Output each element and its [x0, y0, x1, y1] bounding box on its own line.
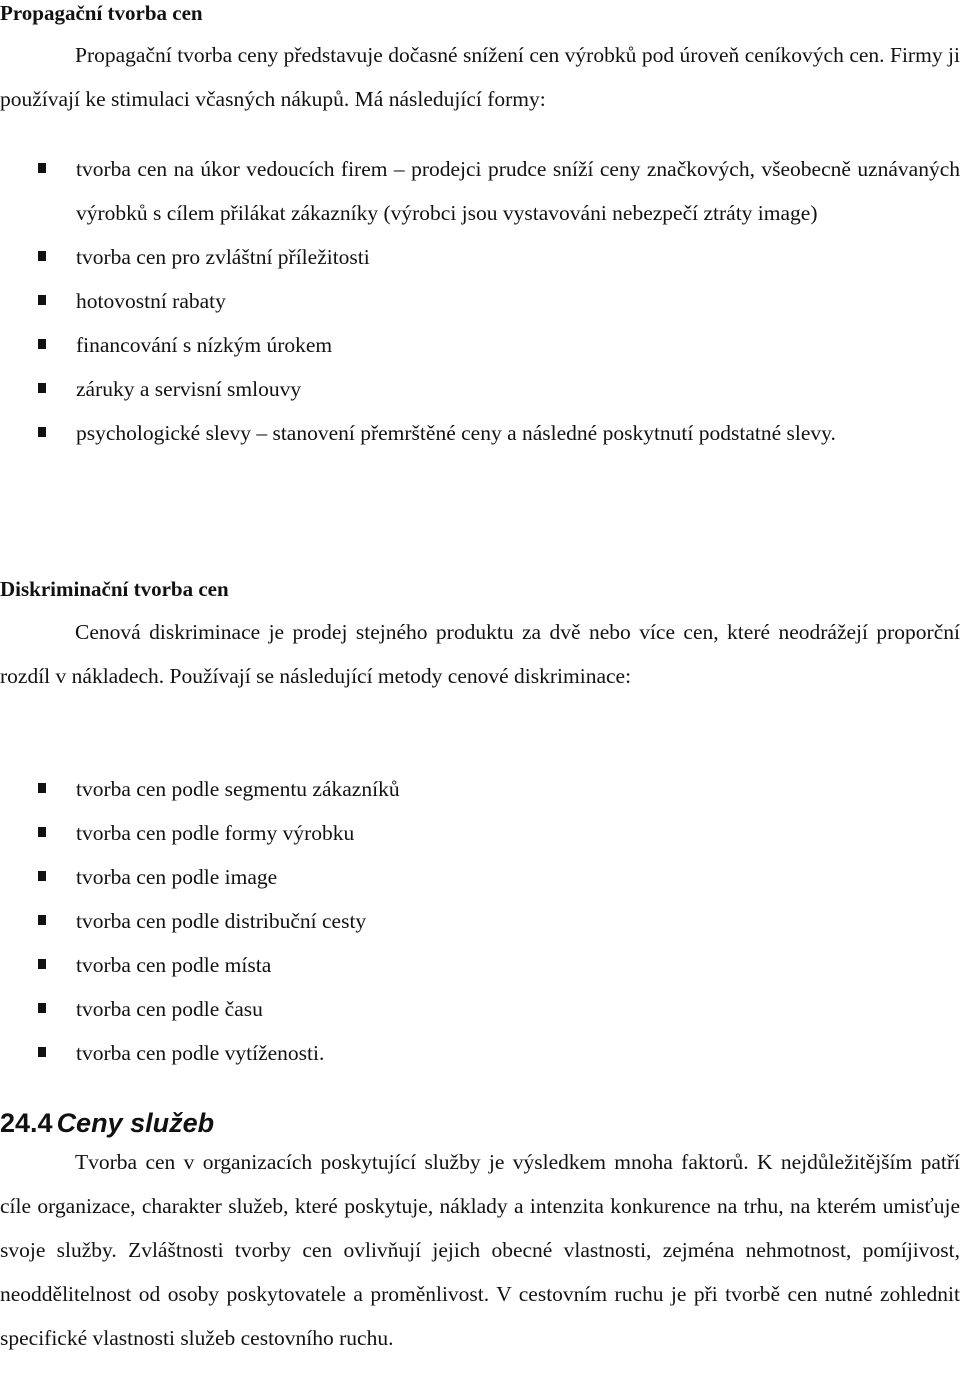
- list-propagacni-forms: [0, 147, 960, 455]
- section-title: Ceny služeb: [56, 1108, 215, 1138]
- list-item: tvorba cen podle formy výrobku: [0, 811, 960, 855]
- list-item: záruky a servisní smlouvy: [0, 367, 960, 411]
- list-item: tvorba cen podle místa: [0, 943, 960, 987]
- square-bullet-icon: [38, 959, 46, 969]
- paragraph-propagacni: Propagační tvorba ceny představuje dočasné snížení cen výrobků pod úroveň ceníkových cen. Firmy ji používají ke stimulaci včasných nákupů. Má následující formy:: [0, 43, 960, 111]
- list-item: tvorba cen pro zvláštní příležitosti: [0, 235, 960, 279]
- list-item: tvorba cen podle image: [0, 855, 960, 899]
- list-item: tvorba cen podle času: [0, 987, 960, 1031]
- list-item: tvorba cen podle vytíženosti.: [0, 1031, 960, 1075]
- square-bullet-icon: [38, 295, 46, 305]
- paragraph-ceny-sluzeb: Tvorba cen v organizacích poskytující služby je výsledkem mnoha faktorů. K nejdůležitějším patří cíle organizace, charakter služeb, které poskytuje, náklady a intenzita konkurence na trhu, na kterém umisťuje svoje služby. Zvláštnosti tvorby cen ovlivňují jejich obecné vlastnosti, zejména nehmotnost, pomíjivost, neoddělitelnost od osoby poskytovatele a proměnlivost. V cestovním ruchu je při tvorbě cen nutné zohlednit specifické vlastnosti služeb cestovního ruchu.: [0, 1150, 960, 1350]
- list-item: tvorba cen na úkor vedoucích firem – prodejci prudce sníží ceny značkových, všeobecně uznávaných výrobků s cílem přilákat zákazníky (výrobci jsou vystavováni nebezpečí ztráty image): [0, 147, 960, 235]
- square-bullet-icon: [38, 339, 46, 349]
- square-bullet-icon: [38, 915, 46, 925]
- square-bullet-icon: [38, 827, 46, 837]
- square-bullet-icon: [38, 383, 46, 393]
- list-item: psychologické slevy – stanovení přemrštěné ceny a následné poskytnutí podstatné slevy.: [0, 411, 960, 455]
- square-bullet-icon: [38, 163, 46, 173]
- section-heading-ceny-sluzeb: [0, 1106, 960, 1140]
- square-bullet-icon: [38, 871, 46, 881]
- square-bullet-icon: [38, 783, 46, 793]
- list-item: financování s nízkým úrokem: [0, 323, 960, 367]
- section-heading-propagacni: Propagační tvorba cen: [0, 1, 203, 25]
- square-bullet-icon: [38, 1047, 46, 1057]
- list-item: tvorba cen podle segmentu zákazníků: [0, 767, 960, 811]
- list-item: hotovostní rabaty: [0, 279, 960, 323]
- list-diskriminacni-methods: [0, 767, 960, 1075]
- section-number: 24.4: [0, 1108, 53, 1138]
- square-bullet-icon: [38, 251, 46, 261]
- square-bullet-icon: [38, 1003, 46, 1013]
- square-bullet-icon: [38, 427, 46, 437]
- section-heading-diskriminacni: Diskriminační tvorba cen: [0, 577, 229, 601]
- paragraph-diskriminacni: Cenová diskriminace je prodej stejného produktu za dvě nebo více cen, které neodrážejí proporční rozdíl v nákladech. Používají se následující metody cenové diskriminace:: [0, 620, 960, 688]
- list-item: tvorba cen podle distribuční cesty: [0, 899, 960, 943]
